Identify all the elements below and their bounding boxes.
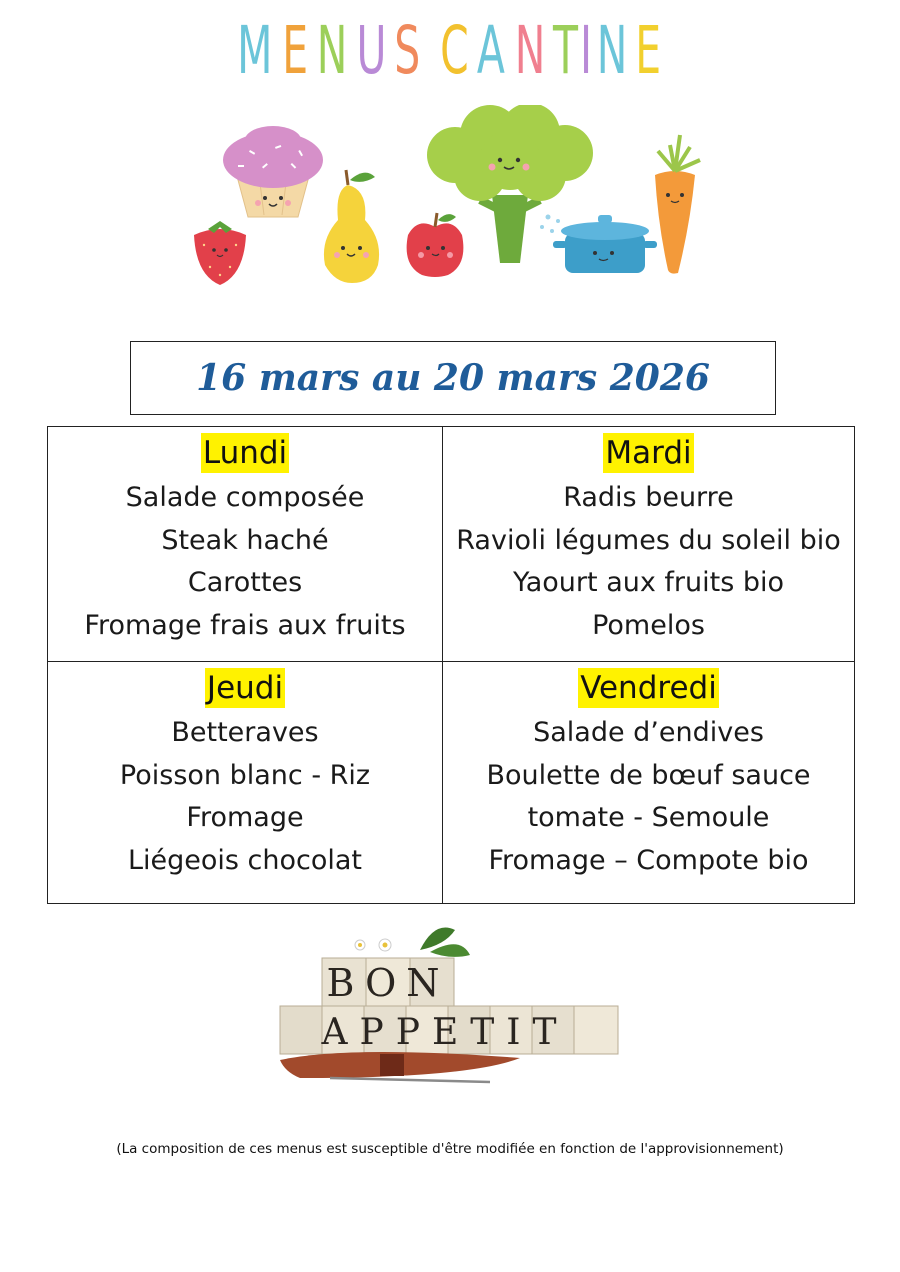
menu-item: Radis beurre — [563, 482, 734, 513]
menu-item: Pomelos — [592, 609, 705, 641]
bon-blocks — [322, 958, 454, 1006]
menu-item: Salade d’endives — [533, 717, 764, 748]
apple-icon — [407, 213, 464, 277]
title-letter: E — [282, 12, 313, 89]
day-cell-jeudi — [48, 662, 443, 903]
day-cell-lundi — [48, 427, 443, 662]
appetit-text: APPETIT — [321, 1012, 569, 1053]
food-illustration — [180, 105, 720, 295]
menu-item: Yaourt aux fruits bio — [512, 567, 785, 598]
menu-item: Liégeois chocolat — [127, 844, 363, 876]
title-letter: I — [580, 12, 597, 89]
pot-icon — [540, 215, 657, 274]
appetit-blocks — [280, 1006, 618, 1054]
menu-item: Steak haché — [161, 524, 329, 556]
strawberry-icon — [194, 221, 246, 285]
day-label: Jeudi — [206, 670, 284, 706]
title-letter: N — [596, 12, 632, 89]
menu-item: Ravioli légumes du soleil bio — [456, 524, 841, 556]
day-label: Vendredi — [580, 670, 717, 706]
title-letter — [424, 12, 441, 89]
menu-item: Fromage – Compote bio — [488, 844, 809, 876]
menu-grid — [47, 426, 855, 904]
bon-appetit-image — [270, 910, 630, 1100]
menu-item: Fromage frais aux fruits — [84, 609, 406, 641]
title-letter: E — [635, 12, 666, 89]
day-cell-vendredi — [443, 662, 854, 903]
menu-item: Boulette de bœuf sauce — [486, 759, 811, 791]
title-letter: U — [356, 12, 391, 89]
flower-icon — [355, 928, 470, 957]
menu-item: Salade composée — [125, 482, 365, 513]
day-label: Mardi — [605, 435, 692, 471]
bon-text: BON — [326, 961, 450, 1005]
title-letter: N — [316, 12, 352, 89]
page-title — [0, 12, 900, 92]
pear-icon — [324, 170, 379, 283]
menu-item: Carottes — [187, 567, 303, 598]
menu-item: Fromage — [186, 802, 304, 833]
day-label: Lundi — [202, 435, 288, 471]
date-range-box — [130, 341, 776, 415]
title-letter: N — [514, 12, 550, 89]
title-letter: M — [237, 12, 277, 89]
cupcake-icon — [223, 126, 323, 217]
footnote: (La composition de ces menus est susceptible d'être modifiée en fonction de l'approvisionnement) — [116, 1141, 784, 1157]
menu-item: Poisson blanc - Riz — [119, 759, 371, 791]
title-letter: T — [552, 12, 583, 89]
napkin-icon — [280, 1052, 520, 1082]
title-letter: A — [477, 12, 510, 89]
date-range: 16 mars au 20 mars 2026 — [196, 357, 710, 399]
menu-item: Betteraves — [171, 717, 319, 748]
carrot-icon — [655, 135, 700, 274]
title-letter: S — [394, 12, 426, 89]
title-letter: C — [440, 12, 474, 89]
menu-item: tomate - Semoule — [527, 802, 770, 833]
day-cell-mardi — [443, 427, 854, 662]
